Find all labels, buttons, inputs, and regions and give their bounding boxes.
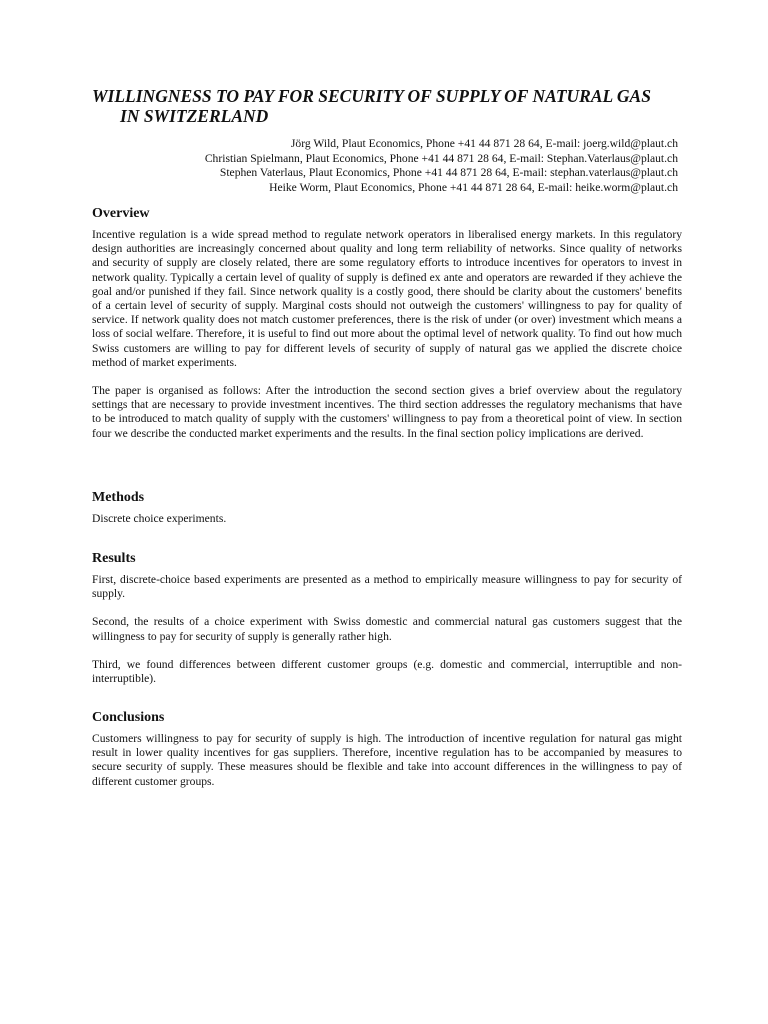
paper-title-line-1: WILLINGNESS TO PAY FOR SECURITY OF SUPPLY OF NATURAL GAS	[92, 86, 651, 106]
results-heading: Results	[92, 551, 136, 566]
results-paragraph: First, discrete-choice based experiments are presented as a method to empirically measure willingness to pay for security of supply.	[92, 573, 682, 601]
methods-paragraph: Discrete choice experiments.	[92, 512, 227, 525]
overview-heading: Overview	[92, 206, 150, 221]
methods-section	[92, 489, 682, 526]
author-line: Stephen Vaterlaus, Plaut Economics, Phone +41 44 871 28 64, E-mail: stephan.vaterlaus@plaut.ch	[219, 166, 678, 179]
author-line: Jörg Wild, Plaut Economics, Phone +41 44 871 28 64, E-mail: joerg.wild@plaut.ch	[290, 137, 678, 150]
conclusions-paragraph: Customers willingness to pay for security of supply is high. The introduction of incentive regulation for natural gas might result in lower quality incentives for gas suppliers. Therefore, incentive regulation has to be accompanied by measures to secure security of supply. These measures should be flexible and take into account differences in the willingness to pay of different customer groups.	[92, 732, 682, 788]
author-line: Heike Worm, Plaut Economics, Phone +41 44 871 28 64, E-mail: heike.worm@plaut.ch	[269, 180, 678, 194]
author-list	[205, 137, 678, 195]
overview-section	[92, 205, 682, 441]
conclusions-section	[92, 709, 682, 789]
overview-paragraph: The paper is organised as follows: After the introduction the second section gives a brief overview about the regulatory settings that are necessary to provide investment incentives. The third section addresses the regulatory mechanisms that have to be introduced to match quality of supply with the customers' willingness to pay from a theoretical point of view. In section four we describe the conducted market experiments and the results. In the final section policy implications are derived.	[92, 384, 682, 440]
conclusions-heading: Conclusions	[92, 710, 165, 725]
author-line: Christian Spielmann, Plaut Economics, Phone +41 44 871 28 64, E-mail: Stephan.Vaterlaus@plaut.ch	[204, 151, 678, 165]
overview-paragraph: Incentive regulation is a wide spread method to regulate network operators in liberalised energy markets. In this regulatory design authorities are increasingly concerned about quality and long term reliability of networks. Since quality of networks and security of supply are closely related, there are some regulatory efforts to introduce incentives for operators to invest in network quality. Typically a certain level of quality of supply is defined ex ante and operators are rewarded if they achieve the goal and/or punished if they fail. Since network quality is a costly good, there should be clarity about the customers' benefits of a certain level of security of supply. Marginal costs should not outweigh the customers' willingness to pay for quality of service. If network quality does not match customer preferences, there is the risk of under (or over) investment which means a loss of social welfare. Therefore, it is useful to find out more about the optimal level of network quality. To find out how much Swiss customers are willing to pay for different levels of security of supply of natural gas we applied the discrete choice method of market experiments.	[92, 228, 682, 369]
results-section	[92, 550, 682, 686]
results-paragraph: Second, the results of a choice experiment with Swiss domestic and commercial natural gas customers suggest that the willingness to pay for security of supply is generally rather high.	[92, 615, 682, 643]
methods-heading: Methods	[92, 490, 145, 505]
paper-title-line-2: IN SWITZERLAND	[120, 106, 269, 126]
results-paragraph: Third, we found differences between different customer groups (e.g. domestic and commercial, interruptible and non-interruptible).	[92, 657, 682, 686]
paper-title	[92, 86, 692, 126]
